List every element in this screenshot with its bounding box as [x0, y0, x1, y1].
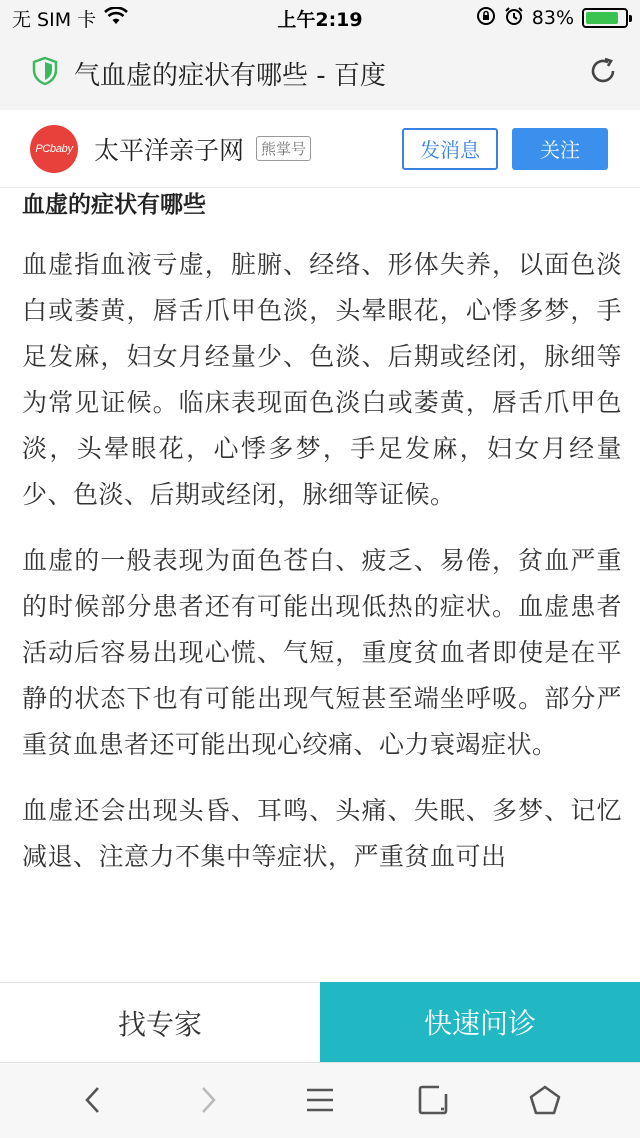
send-message-button[interactable]: 发消息 — [402, 128, 498, 170]
wifi-icon — [104, 7, 128, 30]
status-time: 上午2:19 — [277, 8, 363, 31]
consult-action-bar — [0, 982, 640, 1062]
browser-nav-bar — [0, 1062, 640, 1138]
shield-icon — [32, 56, 58, 90]
article-heading: 血虚的症状有哪些 — [22, 192, 206, 218]
article-paragraph: 血虚的一般表现为面色苍白、疲乏、易倦，贫血严重的时候部分患者还有可能出现低热的症状。血虚患者活动后容易出现心慌、气短，重度贫血者即使是在平静的状态下也有可能出现气短甚至端坐呼吸。部分严重贫血患者还可能出现心绞痛、心力衰竭症状。 — [22, 546, 622, 759]
carrier-label: 无 SIM 卡 — [12, 8, 97, 31]
find-expert-button[interactable]: 找专家 — [0, 982, 320, 1062]
account-logo[interactable]: PCbaby — [30, 125, 78, 173]
page-title[interactable]: 气血虚的症状有哪些 - 百度 — [74, 60, 386, 91]
back-icon[interactable] — [70, 1077, 116, 1123]
url-bar[interactable] — [0, 36, 640, 110]
home-icon[interactable] — [522, 1077, 568, 1123]
account-header — [0, 110, 640, 188]
forward-icon[interactable] — [185, 1077, 231, 1123]
account-name[interactable]: 太平洋亲子网 — [94, 135, 245, 165]
xiongzhang-badge: 熊掌号 — [256, 136, 311, 161]
status-bar — [0, 0, 640, 36]
menu-icon[interactable] — [297, 1077, 343, 1123]
battery-percent: 83% — [531, 7, 574, 29]
article-paragraph: 血虚还会出现头昏、耳鸣、头痛、失眠、多梦、记忆减退、注意力不集中等症状，严重贫血可出 — [22, 796, 622, 871]
tabs-icon[interactable] — [410, 1077, 456, 1123]
status-left — [12, 5, 128, 32]
status-right — [476, 6, 628, 31]
quick-consult-button[interactable]: 快速问诊 — [320, 982, 640, 1062]
article-paragraph: 血虚指血液亏虚，脏腑、经络、形体失养，以面色淡白或萎黄，唇舌爪甲色淡，头晕眼花，心悸多梦，手足发麻，妇女月经量少、色淡、后期或经闭，脉细等为常见证候。临床表现面色淡白或萎黄，唇舌爪甲色淡，头晕眼花，心悸多梦，手足发麻，妇女月经量少、色淡、后期或经闭，脉细等证候。 — [22, 250, 622, 509]
refresh-icon[interactable] — [588, 56, 618, 90]
orientation-lock-icon — [476, 6, 496, 31]
battery-icon — [582, 8, 628, 28]
battery-fill — [586, 12, 618, 24]
article-body — [22, 188, 622, 982]
alarm-icon — [504, 6, 524, 31]
follow-button[interactable]: 关注 — [512, 128, 608, 170]
